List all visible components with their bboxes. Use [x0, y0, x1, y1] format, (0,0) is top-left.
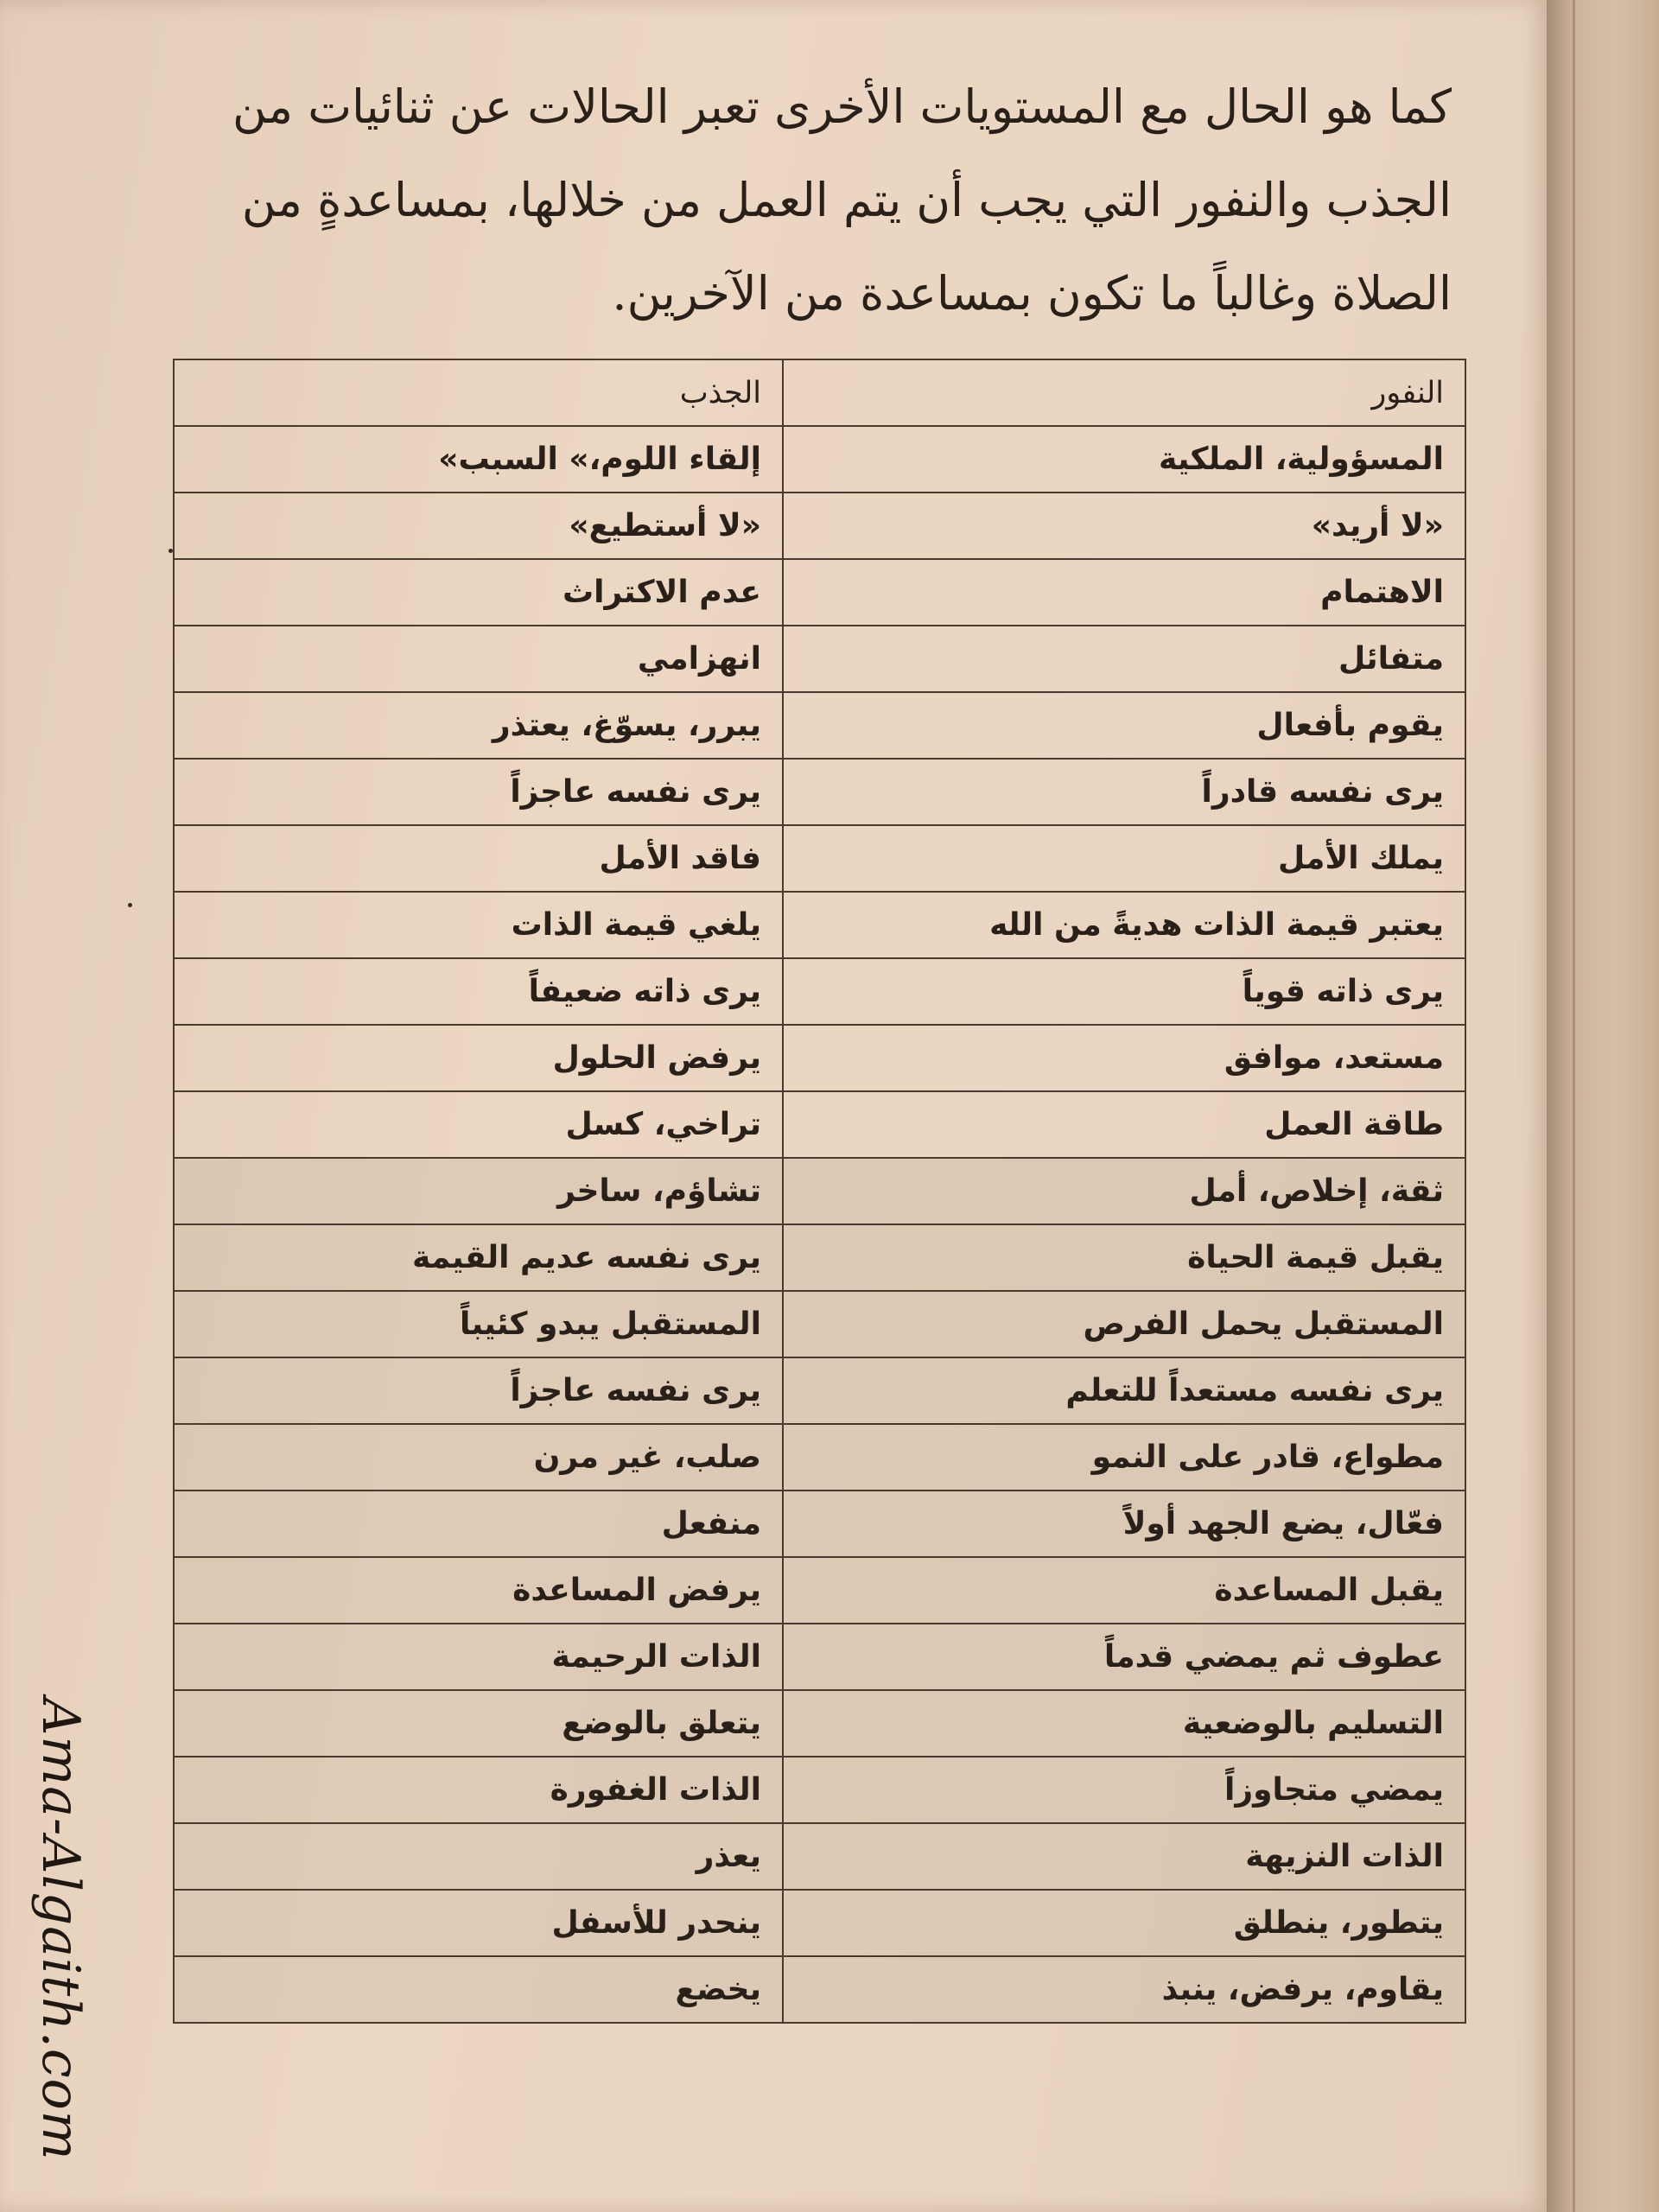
repel-cell: التسليم بالوضعية [783, 1690, 1465, 1757]
table-header-row [174, 359, 1465, 426]
table-row [174, 493, 1465, 559]
table-row [174, 1224, 1465, 1291]
attract-cell: يرى نفسه عاجزاً [174, 1357, 783, 1424]
repel-cell: يملك الأمل [783, 825, 1465, 892]
attract-cell: «لا أستطيع» [174, 493, 783, 559]
table-row [174, 958, 1465, 1025]
attract-cell: يرفض المساعدة [174, 1557, 783, 1624]
attract-cell: تشاؤم، ساخر [174, 1158, 783, 1224]
intro-paragraph: كما هو الحال مع المستويات الأخرى تعبر الحالات عن ثنائيات من الجذب والنفور التي يجب أن يتم العمل من خلالها، بمساعدةٍ من الصلاة وغالباً ما تكون بمساعدة من الآخرين. [232, 79, 1452, 321]
repel-cell: «لا أريد» [783, 493, 1465, 559]
repel-cell: مطواع، قادر على النمو [783, 1424, 1465, 1491]
table-row [174, 1757, 1465, 1823]
repel-cell: المستقبل يحمل الفرص [783, 1291, 1465, 1357]
table-row [174, 1690, 1465, 1757]
repel-cell: مستعد، موافق [783, 1025, 1465, 1091]
repel-cell: ثقة، إخلاص، أمل [783, 1158, 1465, 1224]
repel-cell: يقبل المساعدة [783, 1557, 1465, 1624]
repel-cell: يقبل قيمة الحياة [783, 1224, 1465, 1291]
repel-cell: يقاوم، يرفض، ينبذ [783, 1956, 1465, 2023]
repel-cell: يعتبر قيمة الذات هديةً من الله [783, 892, 1465, 958]
table-row [174, 759, 1465, 825]
speck-mark [168, 549, 173, 553]
repel-cell: الذات النزيهة [783, 1823, 1465, 1890]
repel-attract-table [173, 359, 1466, 2024]
table-row [174, 1823, 1465, 1890]
attract-cell: يرفض الحلول [174, 1025, 783, 1091]
repel-cell: المسؤولية، الملكية [783, 426, 1465, 493]
table-row [174, 1025, 1465, 1091]
table-row [174, 1424, 1465, 1491]
watermark-text: Ama-Algaith.com [30, 1698, 91, 2161]
attract-cell: يتعلق بالوضع [174, 1690, 783, 1757]
table-row [174, 1158, 1465, 1224]
table-row [174, 1890, 1465, 1956]
table-row [174, 1091, 1465, 1158]
repel-cell: يقوم بأفعال [783, 692, 1465, 759]
attract-cell: الذات الرحيمة [174, 1624, 783, 1690]
attract-cell: إلقاء اللوم،» السبب» [174, 426, 783, 493]
table-row [174, 1624, 1465, 1690]
attract-cell: يبرر، يسوّغ، يعتذر [174, 692, 783, 759]
attract-cell: يعذر [174, 1823, 783, 1890]
repel-cell: عطوف ثم يمضي قدماً [783, 1624, 1465, 1690]
attract-cell: المستقبل يبدو كئيباً [174, 1291, 783, 1357]
repel-cell: يرى نفسه قادراً [783, 759, 1465, 825]
attract-cell: يرى ذاته ضعيفاً [174, 958, 783, 1025]
repel-cell: يرى نفسه مستعداً للتعلم [783, 1357, 1465, 1424]
table-row [174, 426, 1465, 493]
table-row [174, 825, 1465, 892]
repel-cell: فعّال، يضع الجهد أولاً [783, 1491, 1465, 1557]
attract-cell: فاقد الأمل [174, 825, 783, 892]
table-row [174, 1491, 1465, 1557]
table-row [174, 1956, 1465, 2023]
table-row [174, 892, 1465, 958]
attract-cell: عدم الاكتراث [174, 559, 783, 626]
table-row [174, 1557, 1465, 1624]
repel-cell: يرى ذاته قوياً [783, 958, 1465, 1025]
table-row [174, 1357, 1465, 1424]
page-edge [1547, 0, 1659, 2212]
attract-cell: تراخي، كسل [174, 1091, 783, 1158]
attract-cell: ينحدر للأسفل [174, 1890, 783, 1956]
attract-cell: صلب، غير مرن [174, 1424, 783, 1491]
repel-cell: متفائل [783, 626, 1465, 692]
attract-cell: الذات الغفورة [174, 1757, 783, 1823]
repel-cell: الاهتمام [783, 559, 1465, 626]
speck-mark [128, 903, 132, 907]
attract-cell: يخضع [174, 1956, 783, 2023]
header-attract: الجذب [174, 359, 783, 426]
table-row [174, 692, 1465, 759]
attract-cell: يرى نفسه عاجزاً [174, 759, 783, 825]
table-row [174, 626, 1465, 692]
attract-cell: يرى نفسه عديم القيمة [174, 1224, 783, 1291]
repel-cell: يمضي متجاوزاً [783, 1757, 1465, 1823]
repel-cell: يتطور، ينطلق [783, 1890, 1465, 1956]
repel-cell: طاقة العمل [783, 1091, 1465, 1158]
attract-cell: منفعل [174, 1491, 783, 1557]
table-row [174, 559, 1465, 626]
attract-cell: يلغي قيمة الذات [174, 892, 783, 958]
header-repel: النفور [783, 359, 1465, 426]
table-row [174, 1291, 1465, 1357]
attract-cell: انهزامي [174, 626, 783, 692]
